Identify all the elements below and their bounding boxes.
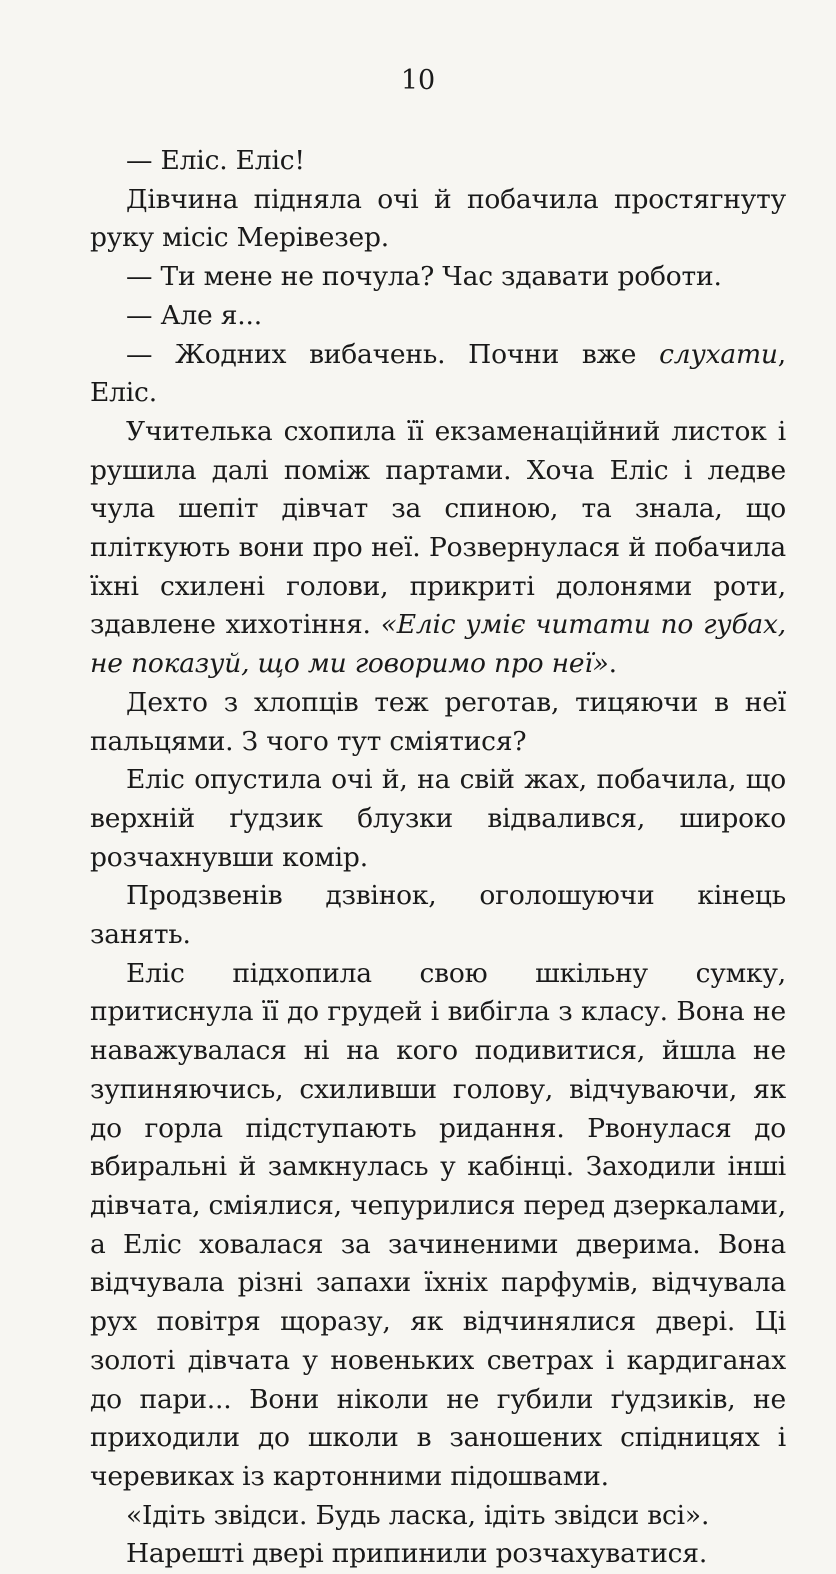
- text-segment: .: [608, 648, 617, 680]
- paragraph: [90, 142, 786, 181]
- paragraph: [90, 1497, 786, 1536]
- text-segment: , Еліс.: [90, 338, 786, 409]
- text-segment: Еліс опустила очі й, на свій жах, побачила, що верхній ґудзик блузки відвалився, широко розчахнувши комір.: [90, 764, 786, 873]
- text-segment: Дівчина підняла очі й побачила простягнуту руку місіс Мерівезер.: [90, 183, 786, 254]
- text-segment: Нарешті двері припинили розчахуватися.: [126, 1538, 708, 1570]
- text-segment: Продзвенів дзвінок, оголошуючи кінець занять.: [90, 880, 786, 951]
- paragraph: [90, 684, 786, 761]
- paragraph: [90, 761, 786, 877]
- paragraph: [90, 258, 786, 297]
- paragraph: [90, 955, 786, 1497]
- italic-text: «Еліс уміє читати по губах, не показуй, що ми говоримо про неї»: [90, 609, 786, 680]
- italic-text: слухати: [659, 338, 778, 370]
- paragraph: [90, 413, 786, 684]
- paragraph: [90, 181, 786, 258]
- text-segment: «Ідіть звідси. Будь ласка, ідіть звідси всі».: [126, 1499, 710, 1531]
- paragraph: [90, 297, 786, 336]
- page-number: 10: [400, 65, 436, 96]
- paragraph: [90, 336, 786, 413]
- paragraph: [90, 1535, 786, 1574]
- text-segment: — Але я...: [126, 299, 262, 331]
- text-segment: Учителька схопила її екзаменаційний листок і рушила далі поміж партами. Хоча Еліс і ледве чула шепіт дівчат за спиною, та знала, що пліткують вони про неї. Розвернулася й побачила їхні схилені голови, прикриті долонями роти, здавлене хихотіння.: [90, 415, 786, 641]
- text-segment: — Еліс. Еліс!: [126, 145, 305, 176]
- text-segment: Еліс підхопила свою шкільну сумку, притиснула її до грудей і вибігла з класу. Вона не наважувалася ні на кого подивитися, йшла не зупиняючись, схиливши голову, відчуваючи, як до горла підступають ридання. Рвонулася до вбиральні й замкнулась у кабінці. Заходили інші дівчата, сміялися, чепурилися перед дзеркалами, а Еліс ховалася за зачиненими дверима. Вона відчувала різні запахи їхніх парфумів, відчувала рух повітря щоразу, як відчинялися двері. Ці золоті дівчата у новеньких светрах і кардиганах до пари... Вони ніколи не губили ґудзиків, не приходили до школи в заношених спідницях і черевиках із картонними підошвами.: [90, 957, 786, 1492]
- text-segment: — Жодних вибачень. Почни вже: [126, 338, 660, 370]
- text-segment: — Ти мене не почула? Час здавати роботи.: [126, 261, 722, 293]
- body-text: [90, 142, 786, 1574]
- paragraph: [90, 877, 786, 954]
- text-segment: Дехто з хлопців теж реготав, тицяючи в неї пальцями. З чого тут сміятися?: [90, 686, 786, 757]
